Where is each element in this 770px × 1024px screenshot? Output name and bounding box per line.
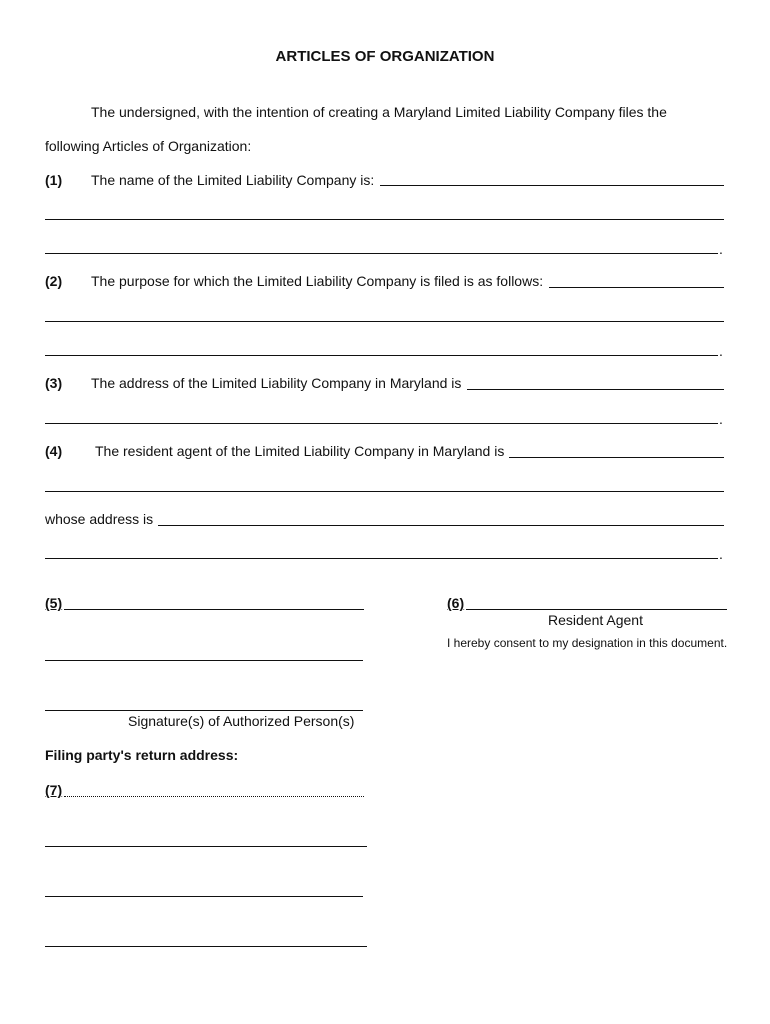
agent-address-field-2[interactable]: [45, 558, 718, 559]
authorized-signature-line-2[interactable]: [45, 660, 363, 661]
item-1-period: .: [719, 241, 723, 257]
agent-address-field-1[interactable]: [158, 525, 724, 526]
return-address-label: Filing party's return address:: [45, 747, 239, 763]
company-name-field-1[interactable]: [380, 185, 724, 186]
address-field-2[interactable]: [45, 423, 718, 424]
resident-agent-field-1[interactable]: [509, 457, 724, 458]
resident-agent-signature-line[interactable]: [466, 609, 727, 610]
purpose-field-1[interactable]: [549, 287, 724, 288]
item-4-number: (4): [45, 443, 63, 459]
item-7-number: (7): [45, 782, 63, 798]
return-address-line-2[interactable]: [45, 846, 367, 847]
item-1-label: The name of the Limited Liability Company is:: [91, 172, 375, 188]
item-2-period: .: [719, 343, 723, 359]
item-3-number: (3): [45, 375, 63, 391]
item-6-number: (6): [447, 595, 465, 611]
item-4-period: .: [719, 546, 723, 562]
authorized-signature-line-1[interactable]: [64, 609, 364, 610]
resident-agent-field-2[interactable]: [45, 491, 724, 492]
company-name-field-3[interactable]: [45, 253, 718, 254]
item-2-label: The purpose for which the Limited Liability Company is filed is as follows:: [91, 273, 544, 289]
address-field-1[interactable]: [467, 389, 724, 390]
return-address-line-1[interactable]: [64, 796, 364, 797]
item-3-period: .: [719, 411, 723, 427]
purpose-field-2[interactable]: [45, 321, 724, 322]
signature-label: Signature(s) of Authorized Person(s): [128, 713, 355, 729]
intro-line-2: following Articles of Organization:: [45, 138, 252, 154]
consent-text: I hereby consent to my designation in this document.: [447, 636, 728, 650]
item-4-label: The resident agent of the Limited Liability Company in Maryland is: [95, 443, 505, 459]
document-title: ARTICLES OF ORGANIZATION: [275, 48, 495, 65]
item-3-label: The address of the Limited Liability Company in Maryland is: [91, 375, 462, 391]
company-name-field-2[interactable]: [45, 219, 724, 220]
intro-line-1: The undersigned, with the intention of creating a Maryland Limited Liability Company files the: [91, 104, 667, 120]
return-address-line-4[interactable]: [45, 946, 367, 947]
item-2-number: (2): [45, 273, 63, 289]
authorized-signature-line-3[interactable]: [45, 710, 363, 711]
whose-address-label: whose address is: [45, 511, 154, 527]
item-1-number: (1): [45, 172, 63, 188]
return-address-line-3[interactable]: [45, 896, 363, 897]
item-5-number: (5): [45, 595, 63, 611]
resident-agent-label: Resident Agent: [548, 612, 643, 628]
purpose-field-3[interactable]: [45, 355, 718, 356]
